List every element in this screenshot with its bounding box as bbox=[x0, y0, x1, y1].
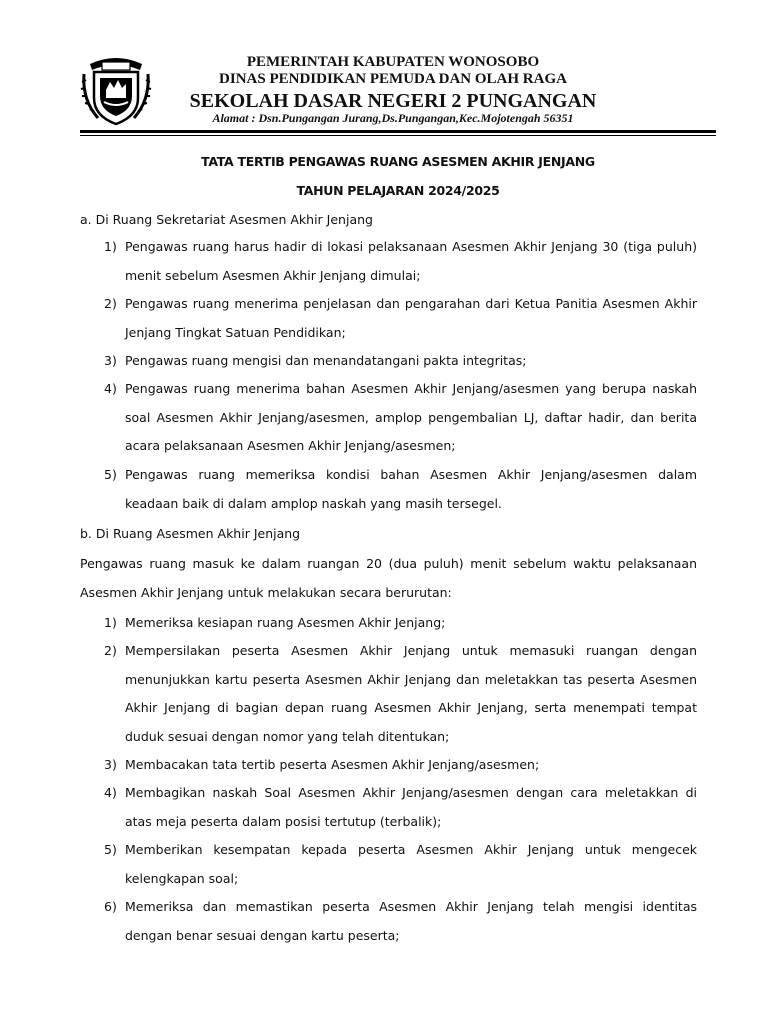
letterhead-school-name: SEKOLAH DASAR NEGERI 2 PUNGANGAN bbox=[189, 90, 597, 112]
list-item-number: 3) bbox=[104, 353, 117, 368]
letterhead-address: Alamat : Dsn.Pungangan Jurang,Ds.Pungangan,Kec.Mojotengah 56351 bbox=[212, 111, 574, 125]
list-item-number: 5) bbox=[104, 842, 117, 857]
list-item bbox=[104, 751, 697, 780]
list-item-text: Membagikan naskah Soal Asesmen Akhir Jenjang/asesmen dengan cara meletakkan di atas meja peserta dalam posisi tertutup (terbalik); bbox=[125, 785, 697, 829]
list-item-number: 2) bbox=[104, 643, 117, 658]
document-title: TATA TERTIB PENGAWAS RUANG ASESMEN AKHIR JENJANG bbox=[201, 154, 595, 169]
section-a-heading: a. Di Ruang Sekretariat Asesmen Akhir Jenjang bbox=[80, 212, 373, 227]
list-item-number: 6) bbox=[104, 899, 117, 914]
letterhead-department: DINAS PENDIDIKAN PEMUDA DAN OLAH RAGA bbox=[219, 71, 567, 87]
list-item-number: 1) bbox=[104, 239, 117, 254]
list-item-text: Membacakan tata tertib peserta Asesmen Akhir Jenjang/asesmen; bbox=[125, 757, 540, 772]
list-item bbox=[104, 779, 697, 836]
list-item-text: Pengawas ruang harus hadir di lokasi pelaksanaan Asesmen Akhir Jenjang 30 (tiga puluh) menit sebelum Asesmen Akhir Jenjang dimulai; bbox=[125, 239, 697, 283]
list-item bbox=[104, 637, 697, 751]
section-b-intro: Pengawas ruang masuk ke dalam ruangan 20 (dua puluh) menit sebelum waktu pelaksanaan Asesmen Akhir Jenjang untuk melakukan secara berurutan: bbox=[80, 556, 697, 600]
list-item-number: 4) bbox=[104, 785, 117, 800]
list-item bbox=[104, 461, 697, 518]
letterhead-divider-thin bbox=[80, 135, 716, 136]
list-item-number: 2) bbox=[104, 296, 117, 311]
list-item-text: Pengawas ruang mengisi dan menandatangani pakta integritas; bbox=[125, 353, 527, 368]
list-item-number: 1) bbox=[104, 615, 117, 630]
list-item-text: Memeriksa kesiapan ruang Asesmen Akhir Jenjang; bbox=[125, 615, 446, 630]
list-item-text: Pengawas ruang memeriksa kondisi bahan Asesmen Akhir Jenjang/asesmen dalam keadaan baik di dalam amplop naskah yang masih tersegel. bbox=[125, 467, 697, 511]
list-item bbox=[104, 233, 697, 290]
list-item-text: Pengawas ruang menerima bahan Asesmen Akhir Jenjang/asesmen yang berupa naskah soal Asesmen Akhir Jenjang/asesmen, amplop pengembalian LJ, daftar hadir, dan berita acara pelaksanaan Asesmen Akhir Jenjang/asesmen; bbox=[125, 381, 697, 453]
list-item-text: Memberikan kesempatan kepada peserta Asesmen Akhir Jenjang untuk mengecek kelengkapan soal; bbox=[125, 842, 697, 886]
list-item bbox=[104, 893, 697, 950]
list-item bbox=[104, 290, 697, 347]
list-item-text: Pengawas ruang menerima penjelasan dan pengarahan dari Ketua Panitia Asesmen Akhir Jenjang Tingkat Satuan Pendidikan; bbox=[125, 296, 697, 340]
list-item-number: 5) bbox=[104, 467, 117, 482]
list-item-number: 4) bbox=[104, 381, 117, 396]
list-item-text: Memeriksa dan memastikan peserta Asesmen Akhir Jenjang telah mengisi identitas dengan benar sesuai dengan kartu peserta; bbox=[125, 899, 697, 943]
letterhead-divider-thick bbox=[80, 130, 716, 133]
letterhead-government: PEMERINTAH KABUPATEN WONOSOBO bbox=[246, 54, 540, 70]
list-item bbox=[104, 347, 697, 376]
list-item bbox=[104, 836, 697, 893]
regency-crest-icon bbox=[80, 50, 152, 128]
list-item-number: 3) bbox=[104, 757, 117, 772]
list-item bbox=[104, 375, 697, 461]
section-b-heading: b. Di Ruang Asesmen Akhir Jenjang bbox=[80, 526, 301, 541]
list-item bbox=[104, 609, 697, 638]
document-subtitle: TAHUN PELAJARAN 2024/2025 bbox=[296, 183, 500, 198]
list-item-text: Mempersilakan peserta Asesmen Akhir Jenjang untuk memasuki ruangan dengan menunjukkan kartu peserta Asesmen Akhir Jenjang dan meletakkan tas peserta Asesmen Akhir Jenjang di bagian depan ruang Asesmen Akhir Jenjang, serta menempati tempat duduk sesuai dengan nomor yang telah ditentukan; bbox=[125, 643, 697, 744]
